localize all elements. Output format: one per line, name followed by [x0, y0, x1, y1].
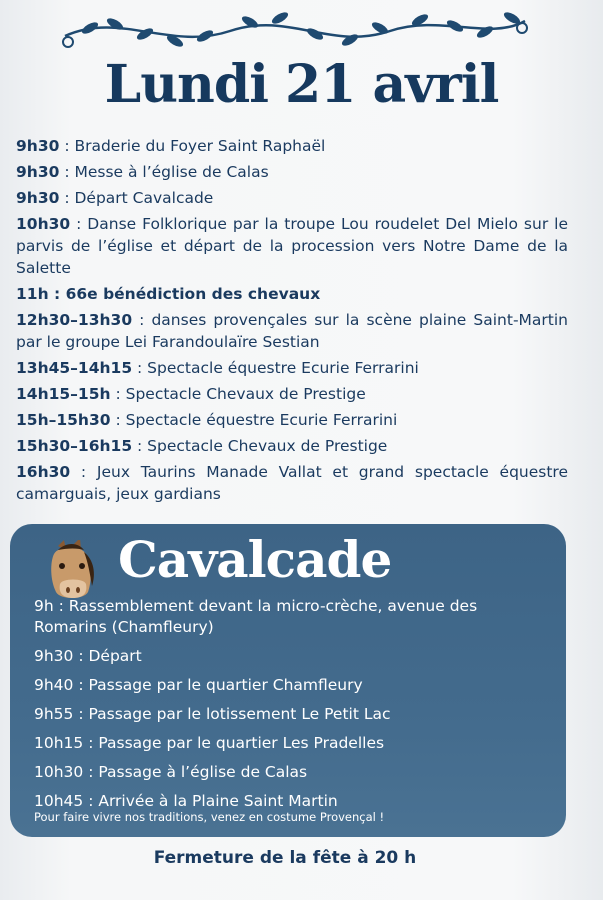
cavalcade-box: [10, 524, 566, 837]
item-desc: : Spectacle Chevaux de Prestige: [132, 437, 388, 455]
item-desc: : Départ Cavalcade: [59, 189, 214, 207]
leaf-garland-icon: [60, 6, 530, 56]
item-time: 14h15–15h: [16, 385, 111, 403]
item-desc: : Spectacle équestre Ecurie Ferrarini: [132, 359, 419, 377]
cavalcade-title: Cavalcade: [118, 530, 392, 589]
item-desc: : Messe à l’église de Calas: [59, 163, 269, 181]
item-time: 13h45–14h15: [16, 359, 133, 377]
list-item: 9h : Rassemblement devant la micro-crèche, avenue des Romarins (Chamfleury): [34, 597, 478, 636]
item-desc: : 66e bénédiction des chevaux: [48, 285, 321, 303]
page-title: Lundi 21 avril: [104, 54, 499, 115]
item-time: 16h30: [16, 463, 71, 481]
item-desc: : Braderie du Foyer Saint Raphaël: [59, 137, 326, 155]
list-item: [16, 161, 568, 183]
item-time: 15h–15h30: [16, 411, 111, 429]
item-desc: : Jeux Taurins Manade Vallat et grand spectacle équestre camarguais, jeux gardians: [16, 463, 568, 503]
item-desc: : Spectacle Chevaux de Prestige: [110, 385, 366, 403]
list-item: [16, 135, 568, 157]
list-item: 10h30 : Passage à l’église de Calas: [34, 763, 308, 781]
list-item: [16, 213, 568, 279]
list-item: [16, 383, 568, 405]
item-time: 9h30: [16, 189, 60, 207]
item-desc: : Danse Folklorique par la troupe Lou roudelet Del Mielo sur le parvis de l’église et départ de la procession vers Notre Dame de la Salette: [16, 215, 568, 277]
list-item: [16, 309, 568, 353]
item-time: 9h30: [16, 163, 60, 181]
item-time: 15h30–16h15: [16, 437, 133, 455]
item-time: 9h30: [16, 137, 60, 155]
list-item: 10h15 : Passage par le quartier Les Pradelles: [34, 734, 385, 752]
list-item: [16, 409, 568, 431]
list-item: 9h30 : Départ: [34, 647, 142, 665]
costume-note: Pour faire vivre nos traditions, venez en costume Provençal !: [34, 810, 385, 824]
item-time: 10h30: [16, 215, 71, 233]
item-time: 11h: [16, 285, 49, 303]
list-item: 9h55 : Passage par le lotissement Le Petit Lac: [34, 705, 391, 723]
item-desc: : danses provençales sur la scène plaine Saint-Martin par le groupe Lei Farandoulaïre Sestian: [16, 311, 568, 351]
cavalcade-list: [34, 596, 554, 820]
closing-time: Fermeture de la fête à 20 h: [153, 848, 417, 868]
list-item: [16, 461, 568, 505]
horse-icon: [44, 540, 102, 600]
list-item: [16, 187, 568, 209]
list-item: 10h45 : Arrivée à la Plaine Saint Martin: [34, 792, 338, 810]
item-desc: : Spectacle équestre Ecurie Ferrarini: [110, 411, 398, 429]
list-item: [16, 357, 568, 379]
list-item: 9h40 : Passage par le quartier Chamfleury: [34, 676, 363, 694]
item-time: 12h30–13h30: [16, 311, 133, 329]
schedule-list: [16, 135, 568, 509]
list-item: [16, 283, 568, 305]
list-item: [16, 435, 568, 457]
